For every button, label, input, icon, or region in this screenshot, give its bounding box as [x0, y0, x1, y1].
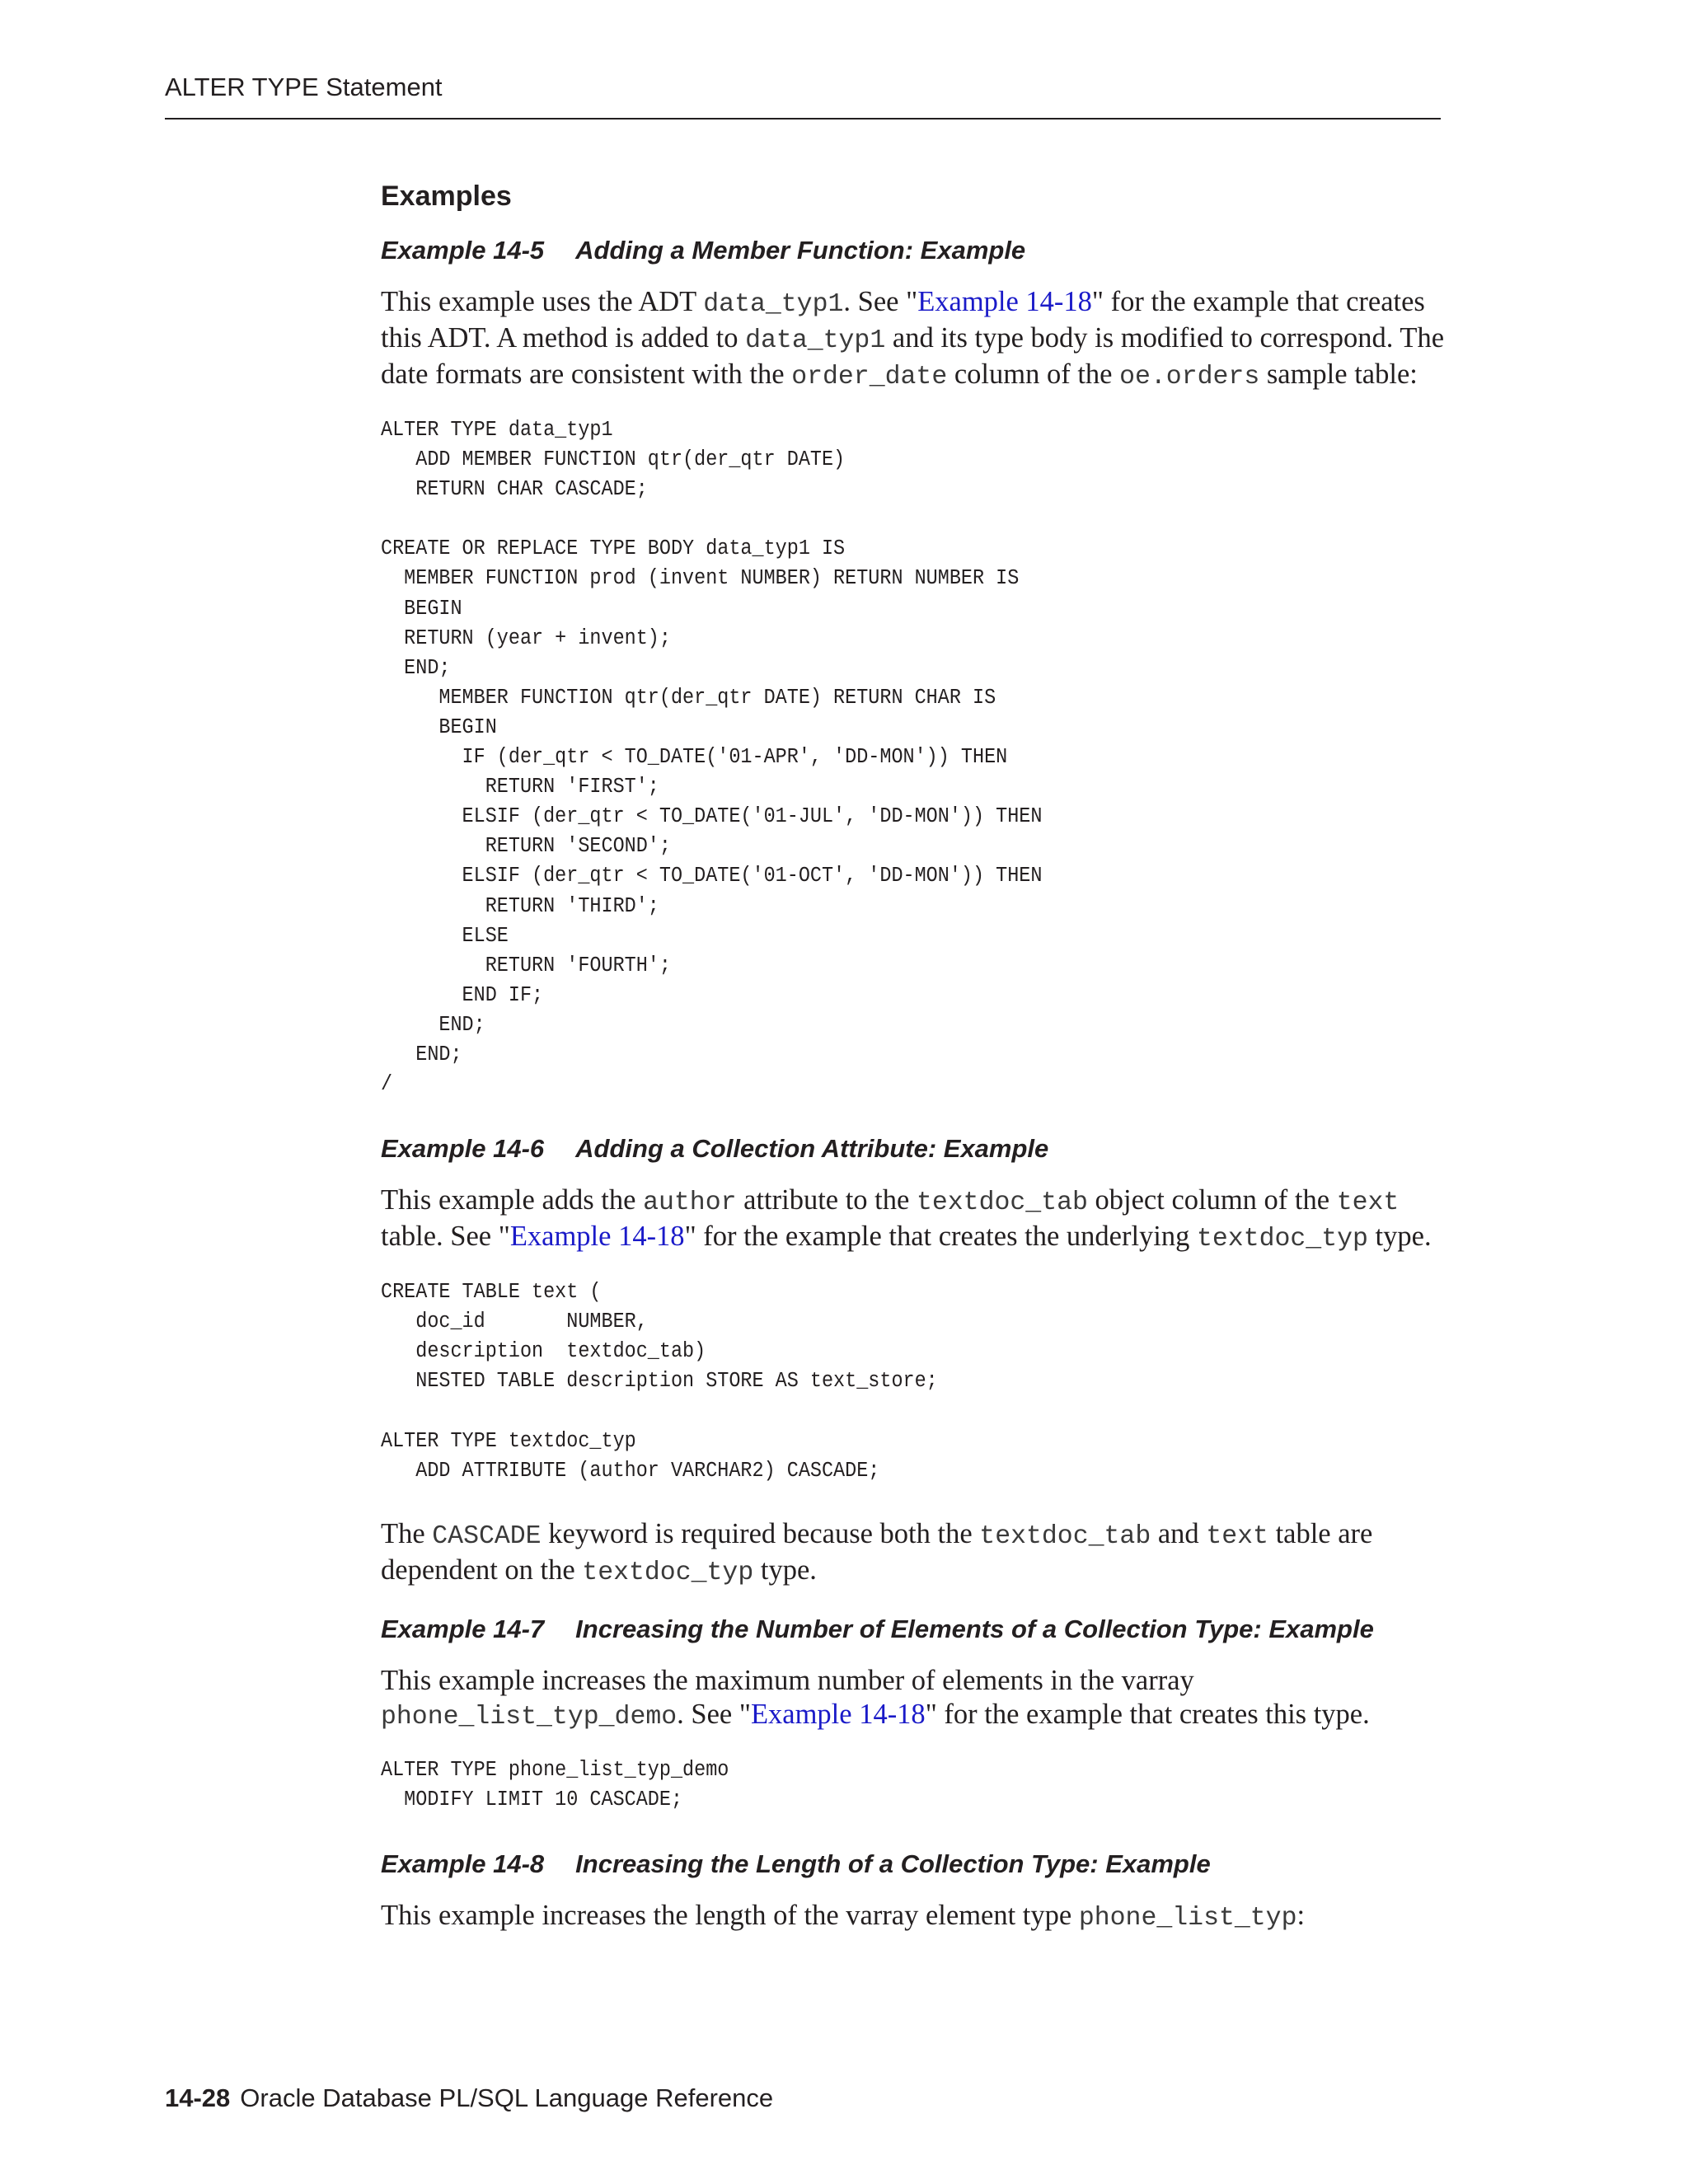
example-title-text: Adding a Member Function: Example	[575, 236, 1026, 265]
text-run: " for the example that creates the underlying	[684, 1221, 1197, 1253]
inline-code: text	[1336, 1188, 1400, 1218]
text-run: keyword is required because both the	[541, 1517, 980, 1549]
text-run: This example uses the ADT	[381, 286, 704, 317]
text-run: :	[1296, 1900, 1306, 1931]
text-run: " for the example that creates this type.	[925, 1698, 1370, 1730]
text-run: attribute to the	[736, 1184, 917, 1216]
page-footer	[165, 2083, 773, 2113]
text-run: This example adds the	[381, 1184, 644, 1216]
example-title-text: Increasing the Length of a Collection Type: Example	[575, 1849, 1211, 1878]
inline-code: oe.orders	[1119, 363, 1260, 391]
running-header: ALTER TYPE Statement	[165, 73, 443, 101]
inline-code: textdoc_typ	[582, 1558, 754, 1587]
inline-code: textdoc_tab	[916, 1188, 1088, 1218]
book-title: Oracle Database PL/SQL Language Reference	[240, 2083, 774, 2112]
example-title-text: Adding a Collection Attribute: Example	[575, 1134, 1049, 1164]
example-14-5-description	[381, 285, 1444, 394]
example-number: Example 14-6	[381, 1134, 545, 1164]
example-title-text: Increasing the Number of Elements of a Collection Type: Example	[575, 1614, 1374, 1643]
example-14-18-link[interactable]: Example 14-18	[509, 1221, 685, 1253]
example-14-5-code: ALTER TYPE data_typ1 ADD MEMBER FUNCTION qtr(der_qtr DATE) RETURN CHAR CASCADE; CREATE OR REPLACE TYPE BODY data_typ1 IS MEMBER FUNCTION prod (invent NUMBER) RETURN NUMBER IS BEGIN RETURN (year + invent); END; MEMBER FUNCTION qtr(der_qtr DATE) RETURN CHAR IS BEGIN IF (der_qtr < TO_DATE('01-APR', 'DD-MON')) THEN RETURN 'FIRST'; ELSIF (der_qtr < TO_DATE('01-JUL', 'DD-MON')) THEN RETURN 'SECOND'; ELSIF (der_qtr < TO_DATE('01-OCT', 'DD-MON')) THEN RETURN 'THIRD'; ELSE RETURN 'FOURTH'; END IF; END; END; /	[381, 418, 1043, 1097]
example-14-8-title	[381, 1846, 1444, 1882]
inline-code: text	[1206, 1521, 1268, 1551]
text-run: and	[1151, 1517, 1207, 1549]
example-14-7-title	[381, 1611, 1444, 1647]
text-run: sample table:	[1259, 359, 1418, 390]
text-run: This example increases the maximum number of elements in the varray	[381, 1664, 1194, 1696]
text-run: This example increases the length of the varray element type	[381, 1900, 1079, 1931]
text-run: type.	[1367, 1221, 1432, 1253]
example-14-6-description	[381, 1183, 1444, 1256]
inline-code: author	[643, 1188, 737, 1218]
inline-code: data_typ1	[703, 290, 844, 319]
example-14-7-description	[381, 1664, 1444, 1734]
inline-code: textdoc_typ	[1196, 1225, 1368, 1254]
text-run: table are dependent on the	[381, 1517, 1373, 1586]
example-14-6-note	[381, 1517, 1444, 1590]
text-run: The	[381, 1517, 433, 1549]
text-run: table. See "	[381, 1221, 510, 1253]
example-14-7-code: ALTER TYPE phone_list_typ_demo MODIFY LIMIT 10 CASCADE;	[381, 1757, 729, 1811]
text-run: . See "	[677, 1698, 751, 1730]
example-14-6-title	[381, 1131, 1444, 1167]
inline-code: phone_list_typ_demo	[381, 1702, 678, 1732]
example-number: Example 14-7	[381, 1614, 545, 1643]
inline-code: CASCADE	[432, 1521, 542, 1551]
example-number: Example 14-8	[381, 1849, 545, 1878]
inline-code: phone_list_typ	[1078, 1904, 1297, 1933]
header-rule	[165, 118, 1441, 120]
example-14-18-link[interactable]: Example 14-18	[750, 1698, 926, 1730]
text-run: " for the example that creates this ADT. A method is added to	[381, 286, 1425, 354]
text-run: . See "	[843, 286, 918, 317]
section-title: Examples	[381, 180, 512, 212]
text-run: column of the	[947, 359, 1120, 390]
inline-code: textdoc_tab	[979, 1521, 1151, 1551]
example-14-6-code: CREATE TABLE text ( doc_id NUMBER, description textdoc_tab) NESTED TABLE description STORE AS text_store; ALTER TYPE textdoc_typ ADD ATTRIBUTE (author VARCHAR2) CASCADE;	[381, 1280, 938, 1483]
example-number: Example 14-5	[381, 236, 545, 265]
text-run: type.	[753, 1554, 817, 1586]
text-run: and its type body is modified to correspond. The date formats are consistent with the	[381, 322, 1445, 390]
page-content	[381, 175, 1444, 1957]
example-14-18-link[interactable]: Example 14-18	[917, 286, 1092, 317]
inline-code: data_typ1	[745, 326, 886, 355]
page-number: 14-28	[165, 2083, 231, 2112]
example-14-5-title	[381, 232, 1444, 269]
text-run: object column of the	[1087, 1184, 1337, 1216]
example-14-8-description	[381, 1899, 1444, 1935]
inline-code: order_date	[791, 363, 948, 391]
